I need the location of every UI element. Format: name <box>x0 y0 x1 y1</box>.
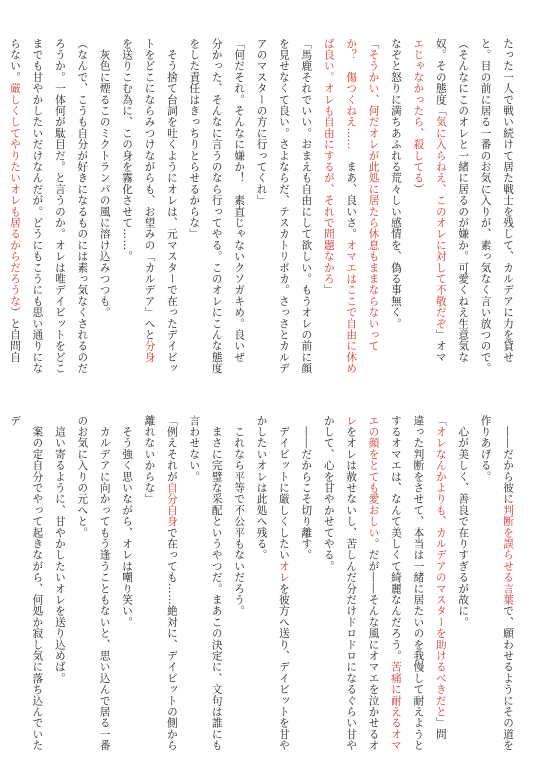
text-segment: たった一人で戦い続けて居た戦士を残して、カルデアに力を貸せ <box>502 38 514 363</box>
text-line <box>362 38 384 390</box>
text-segment: 奴。その態度「 <box>434 38 447 117</box>
text-line <box>317 415 339 760</box>
text-segment: ろうか。一体何が駄目だ。と言うのか。オレは唯デイビットをどこ <box>53 38 66 374</box>
text-segment: まさに完璧な采配というやつだ。まあこの決定に、文句は誰にも <box>210 415 223 751</box>
text-line <box>71 38 93 390</box>
text-segment: 離れないからな」 <box>143 415 156 505</box>
text-line <box>452 38 474 390</box>
text-segment: 「馬鹿それでいい。おまえも自由にして欲しい。もうオレの前に顔 <box>300 38 313 374</box>
text-line <box>273 38 295 390</box>
highlighted-text: 苦痛に耐えるオマ <box>389 661 402 752</box>
text-segment: で、願わせるようにその道を <box>502 605 514 752</box>
text-line <box>4 38 26 390</box>
text-segment: で在っても……絶対に、デイビットの側から <box>165 527 178 752</box>
text-segment: をした責任はきっちりとらせるからな」 <box>188 38 201 240</box>
text-segment: 」オマ <box>434 329 447 363</box>
text-segment: （そんなにこのオレと一緒に居るのが嫌か。可愛くねえ生意気な <box>457 38 470 363</box>
text-segment: を見せなくて良い。さよならだ、テスカトリポカ。さっさとカルデ <box>277 38 290 374</box>
highlighted-text: エじゃなかったら、殺してる <box>412 38 425 184</box>
text-segment: かして、心を甘やかせてやる。 <box>322 415 335 572</box>
highlighted-text: 自分自身 <box>165 482 178 528</box>
text-line <box>273 415 295 760</box>
text-segment: 「 <box>367 38 380 50</box>
text-segment: 這い寄るように、甘やかしたいオレを送り込めば。 <box>53 415 66 684</box>
text-line <box>474 38 496 390</box>
text-line <box>116 38 138 390</box>
text-line <box>48 38 70 390</box>
text-line <box>26 38 48 390</box>
text-segment: 。だが――そんな風にオマエを泣かせるオ <box>367 538 380 751</box>
text-segment: 心が美しく、善良で在りすぎるが故に。 <box>457 415 470 628</box>
text-segment: らない。 <box>9 38 22 83</box>
text-line <box>93 38 115 390</box>
text-line <box>228 415 250 760</box>
text-line <box>161 415 183 760</box>
text-segment: 違った判断をさせて、本当は一緒に居たいのを我慢して耐えようと <box>412 415 425 751</box>
text-segment: トをどこにならみつけながらも、お望みの「カルデア」へと <box>143 38 156 341</box>
highlighted-text: そうかい、何だオレが此処に居たら休息もままならないって <box>367 49 380 352</box>
text-segment: デイビットに厳しくしたい <box>277 415 290 561</box>
text-line <box>497 415 519 760</box>
text-line <box>340 415 362 760</box>
text-segment: 作りあげる。 <box>479 415 492 483</box>
highlighted-text: 判断を誤らせる言葉 <box>502 504 514 606</box>
text-segment: 」問 <box>434 717 447 740</box>
text-segment: 「何だそれ。そんなに嫌か！ 素直じゃないクソガキめ。良いぜ <box>233 38 246 363</box>
text-segment: これなら平等で不公平もないだろう。 <box>233 415 246 617</box>
text-line <box>497 38 519 390</box>
text-segment: と。目の前に居る一番のお気に入りが、素っ気なく言い放つので。 <box>479 38 492 374</box>
text-line <box>429 38 451 390</box>
text-segment: なぞと怒りに満ちあふれる荒々しい感情を、偽る事無く。 <box>389 38 402 330</box>
text-line <box>4 415 49 760</box>
highlighted-text: レ <box>345 415 358 427</box>
text-segment: 」 <box>322 284 335 296</box>
text-line <box>183 38 205 390</box>
upper-text-block <box>9 38 519 390</box>
text-line <box>183 415 205 760</box>
text-line <box>161 38 183 390</box>
text-line <box>48 415 70 760</box>
highlighted-text: オレ <box>277 560 290 584</box>
text-line <box>250 415 272 760</box>
highlighted-text: 厳しくしてやりたいオレも居るからだろうな <box>9 82 22 307</box>
highlighted-text: か？ 傷つくねえ…… <box>345 38 358 150</box>
text-segment: ――だからこそ切り離す。 <box>300 415 313 561</box>
text-segment: まあ、良いさ。 <box>345 150 358 240</box>
highlighted-text: 気に入らねえ、このオレに対して不敬だぞ <box>434 116 447 330</box>
text-segment: を送りこむ為に、この身を霧化させて……。 <box>121 38 134 262</box>
text-segment: ――だから彼に <box>502 415 514 505</box>
text-segment: カルデアに向かってもう逢うこともないと、思い込んで居る一番 <box>98 415 111 751</box>
text-segment: のお気に入りの元へと。 <box>76 415 89 539</box>
text-line <box>138 415 160 760</box>
highlighted-text: エの顔をとても愛おしい <box>367 415 380 539</box>
text-segment: するオマエは、なんて美しくて綺麗なんだろう。 <box>389 415 402 662</box>
text-line <box>407 415 429 760</box>
text-line <box>362 415 384 760</box>
text-segment: 「例えそれが <box>165 415 178 483</box>
text-segment: そう捨て台詞を吐くようにオレは、元マスターで在ったデイビッ <box>165 38 178 374</box>
text-line <box>474 415 496 760</box>
text-line <box>71 415 93 760</box>
text-segment: ） <box>412 183 425 195</box>
text-line <box>407 38 429 390</box>
text-line <box>452 415 474 760</box>
text-segment: 灰色に煙るこのミクトランパの風に溶け込みつつも。 <box>98 38 111 318</box>
lower-text-block <box>9 415 519 760</box>
highlighted-text: 分身 <box>143 340 156 363</box>
highlighted-text: オマエはここで自由に休め <box>345 239 358 375</box>
text-line <box>0 38 4 390</box>
text-line <box>138 38 160 390</box>
text-line <box>295 38 317 390</box>
highlighted-text: オレなんかよりも、カルデアのマスターを助けるべきだと <box>434 426 447 718</box>
text-segment: 「 <box>434 415 447 427</box>
text-segment: アのマスターの方に行ってくれ」 <box>255 38 268 206</box>
text-segment: ）と自問自 <box>9 306 22 363</box>
text-line <box>340 38 362 390</box>
text-segment: までも甘やかしたいだけなんだが。どうにもこうにも思い通りにな <box>31 38 44 374</box>
text-segment: 案の定自分でやって起きながら、何処か寂し気に落ち込んでいたデ <box>9 415 44 751</box>
highlighted-text: ば良い。 <box>322 38 335 83</box>
text-line <box>0 415 4 760</box>
text-segment: 言わせない。 <box>188 415 201 483</box>
text-line <box>250 38 272 390</box>
text-segment: （なんで、こうも自分が好きになるものには素っ気なくされるのだ <box>76 38 89 374</box>
text-line <box>429 415 451 760</box>
text-line <box>385 38 407 390</box>
text-line <box>385 415 407 760</box>
highlighted-text: オレも自由にするが、それで問題なかろ <box>322 82 335 285</box>
text-segment: 分かった、そんなに言うのなら行ってやる。このオレにこんな態度 <box>210 38 223 374</box>
text-line <box>93 415 115 760</box>
text-line <box>317 38 339 390</box>
text-line <box>205 415 227 760</box>
text-segment: をオレは赦せないし、苦しんだ分だけドロドロになるぐらい甘や <box>345 426 358 752</box>
text-segment: そう強く思いながら、オレは嘲り笑い。 <box>121 415 134 628</box>
text-line <box>228 38 250 390</box>
text-line <box>205 38 227 390</box>
text-segment: を彼方へ送り、デイビットを甘や <box>277 583 290 752</box>
text-line <box>295 415 317 760</box>
text-segment: かしたいオレは此処へ残る。 <box>255 415 268 561</box>
text-line <box>116 415 138 760</box>
